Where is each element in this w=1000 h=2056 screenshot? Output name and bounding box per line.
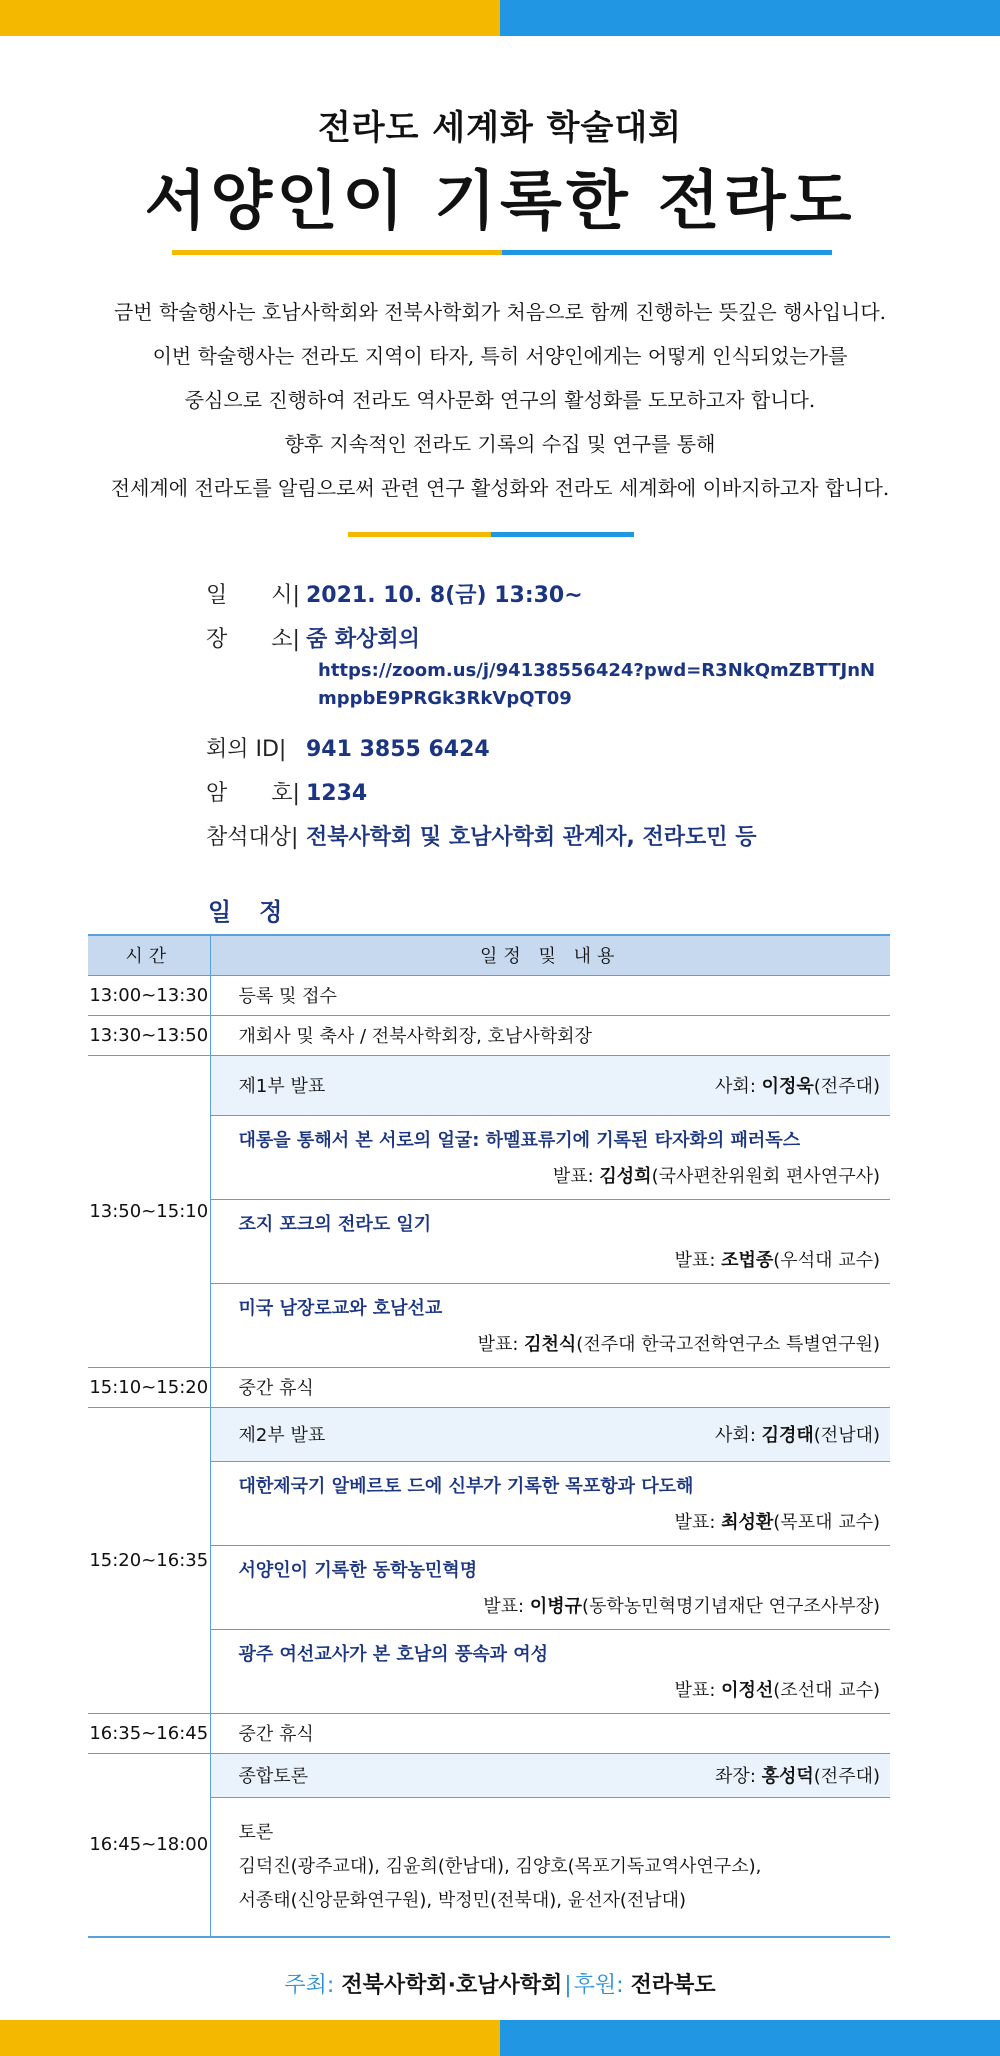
intro-line: 금번 학술행사는 호남사학회와 전북사학회가 처음으로 함께 진행하는 뜻깊은 행사입니다. bbox=[113, 300, 887, 324]
talk-cell bbox=[210, 1115, 890, 1199]
moderator: 좌장: 홍성덕(전주대) bbox=[715, 1766, 880, 1787]
schedule-table bbox=[88, 934, 890, 1938]
bottom-color-bar bbox=[0, 2020, 1000, 2056]
time-cell: 15:10~15:20 bbox=[88, 1367, 210, 1407]
table-row bbox=[88, 1055, 890, 1115]
intro-line: 전세계에 전라도를 알림으로써 관련 연구 활성화와 전라도 세계화에 이바지하고자 합니다. bbox=[110, 476, 890, 500]
zoom-link-line1[interactable]: https://zoom.us/j/94138556424?pwd=R3NkQmZBTTJnN bbox=[318, 660, 876, 681]
table-row bbox=[88, 1015, 890, 1055]
session-label: 종합토론 bbox=[238, 1766, 309, 1787]
talk-cell bbox=[210, 1283, 890, 1367]
session-header bbox=[210, 1407, 890, 1461]
info-place bbox=[206, 622, 420, 653]
event-subtitle: 전라도 세계화 학술대회 bbox=[317, 108, 683, 148]
sponsor-value: 전라북도 bbox=[630, 1973, 716, 1998]
time-cell: 16:35~16:45 bbox=[88, 1713, 210, 1753]
host-value: 전북사학회·호남사학회 bbox=[341, 1973, 563, 1998]
intro-line: 향후 지속적인 전라도 기록의 수집 및 연구를 통해 bbox=[284, 432, 716, 456]
col-header-content: 일정 및 내용 bbox=[210, 935, 890, 975]
top-bar-yellow bbox=[0, 0, 500, 36]
intro-line: 중심으로 진행하여 전라도 역사문화 연구의 활성화를 도모하고자 합니다. bbox=[184, 388, 816, 412]
talk-title: 대롱을 통해서 본 서로의 얼굴: 하멜표류기에 기록된 타자화의 패러독스 bbox=[238, 1130, 801, 1151]
table-row bbox=[88, 975, 890, 1015]
talk-title: 미국 남장로교와 호남선교 bbox=[238, 1298, 443, 1319]
host-label: 주최: bbox=[284, 1973, 342, 1998]
title-underline bbox=[172, 250, 832, 255]
table-row bbox=[88, 1753, 890, 1797]
info-date bbox=[206, 578, 583, 609]
presenter: 발표: 조법종(우석대 교수) bbox=[674, 1250, 880, 1271]
intro-line: 이번 학술행사는 전라도 지역이 타자, 특히 서양인에게는 어떻게 인식되었는가를 bbox=[152, 344, 848, 368]
moderator: 사회: 김경태(전남대) bbox=[715, 1425, 880, 1446]
session-label: 제2부 발표 bbox=[238, 1425, 326, 1446]
content-cell: 중간 휴식 bbox=[210, 1367, 890, 1407]
sponsor-label: 후원: bbox=[573, 1973, 631, 1998]
top-bar-blue bbox=[500, 0, 1000, 36]
time-cell: 13:30~13:50 bbox=[88, 1015, 210, 1055]
zoom-link-line2[interactable]: mppbE9PRGk3RkVpQT09 bbox=[318, 688, 572, 709]
presenter: 발표: 이정선(조선대 교수) bbox=[674, 1680, 880, 1701]
info-target-label: 참석대상| bbox=[206, 825, 299, 850]
info-date-value: 2021. 10. 8(금) 13:30~ bbox=[306, 583, 583, 608]
talk-title: 서양인이 기록한 동학농민혁명 bbox=[238, 1560, 478, 1581]
footer-credits bbox=[0, 1968, 1000, 1999]
presenter: 발표: 이병규(동학농민혁명기념재단 연구조사부장) bbox=[483, 1596, 880, 1617]
content-cell: 중간 휴식 bbox=[210, 1713, 890, 1753]
info-place-value: 줌 화상회의 bbox=[306, 627, 420, 652]
info-target bbox=[206, 820, 756, 851]
talk-cell bbox=[210, 1199, 890, 1283]
presenter: 발표: 김천식(전주대 한국고전학연구소 특별연구원) bbox=[477, 1334, 880, 1355]
talk-title: 조지 포크의 전라도 일기 bbox=[238, 1214, 432, 1235]
event-title: 서양인이 기록한 전라도 bbox=[144, 164, 856, 239]
table-row bbox=[88, 1713, 890, 1753]
discussant-line: 김덕진(광주교대), 김윤희(한남대), 김양호(목포기독교역사연구소), bbox=[238, 1855, 762, 1877]
session-header bbox=[210, 1753, 890, 1797]
content-cell: 등록 및 접수 bbox=[210, 975, 890, 1015]
info-meeting-id bbox=[206, 732, 490, 763]
discussion-cell bbox=[210, 1797, 890, 1937]
info-id-label: 회의 ID| bbox=[206, 737, 287, 762]
presenter: 발표: 김성희(국사편찬위원회 편사연구사) bbox=[552, 1166, 880, 1187]
footer-separator: | bbox=[564, 1973, 572, 1998]
talk-cell bbox=[210, 1461, 890, 1545]
talk-title: 대한제국기 알베르토 드에 신부가 기록한 목포항과 다도해 bbox=[238, 1476, 694, 1497]
table-row bbox=[88, 1407, 890, 1461]
time-cell: 15:20~16:35 bbox=[88, 1407, 210, 1713]
time-cell: 16:45~18:00 bbox=[88, 1753, 210, 1937]
talk-cell bbox=[210, 1629, 890, 1713]
info-pw-label: 암 호| bbox=[206, 781, 300, 806]
info-date-label: 일 시| bbox=[206, 583, 300, 608]
intro-text bbox=[40, 290, 960, 510]
top-color-bar bbox=[0, 0, 1000, 36]
talk-title: 광주 여선교사가 본 호남의 풍속과 여성 bbox=[238, 1644, 549, 1665]
session-header bbox=[210, 1055, 890, 1115]
content-cell: 개회사 및 축사 / 전북사학회장, 호남사학회장 bbox=[210, 1015, 890, 1055]
discussant-line: 서종태(신앙문화연구원), 박정민(전북대), 윤선자(전남대) bbox=[238, 1889, 687, 1911]
discussion-label: 토론 bbox=[238, 1821, 274, 1843]
table-row bbox=[88, 1367, 890, 1407]
info-password bbox=[206, 776, 367, 807]
bottom-bar-blue bbox=[500, 2020, 1000, 2056]
info-pw-value: 1234 bbox=[306, 781, 368, 806]
section-divider bbox=[348, 532, 634, 537]
info-place-label: 장 소| bbox=[206, 627, 300, 652]
info-target-value: 전북사학회 및 호남사학회 관계자, 전라도민 등 bbox=[306, 825, 757, 850]
time-cell: 13:50~15:10 bbox=[88, 1055, 210, 1367]
talk-cell bbox=[210, 1545, 890, 1629]
time-cell: 13:00~13:30 bbox=[88, 975, 210, 1015]
moderator: 사회: 이정욱(전주대) bbox=[715, 1076, 880, 1097]
session-label: 제1부 발표 bbox=[238, 1076, 326, 1097]
schedule-heading: 일정 bbox=[208, 898, 311, 926]
info-id-value: 941 3855 6424 bbox=[306, 737, 490, 762]
bottom-bar-yellow bbox=[0, 2020, 500, 2056]
presenter: 발표: 최성환(목포대 교수) bbox=[674, 1512, 880, 1533]
col-header-time: 시간 bbox=[88, 935, 210, 975]
